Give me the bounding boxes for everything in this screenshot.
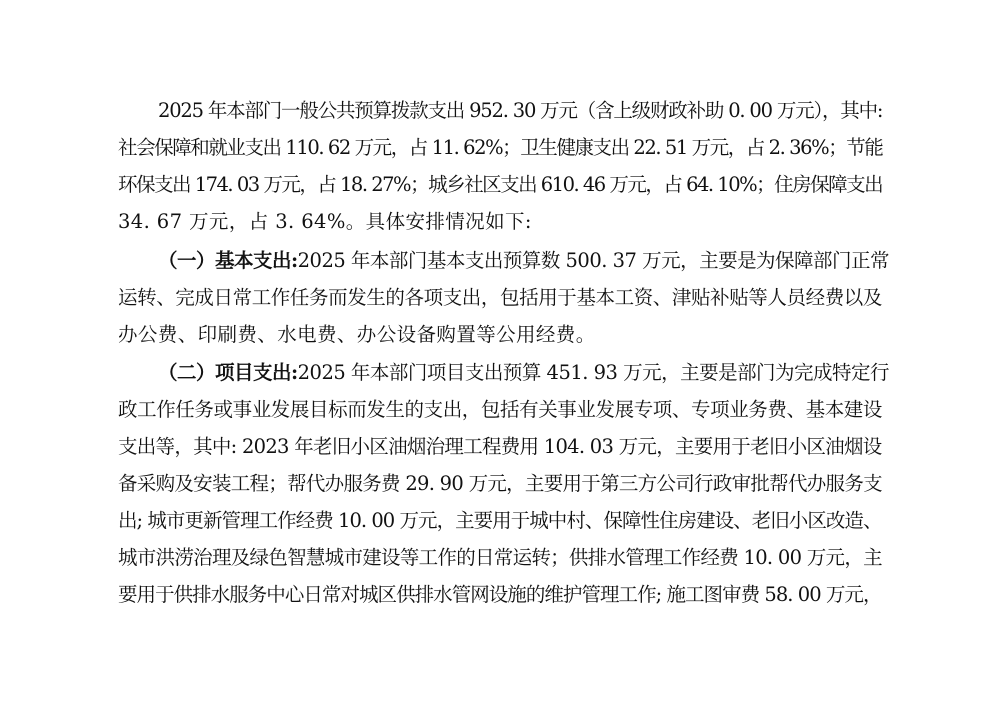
project-expense-line-3: 支出等，其中: 2023 年老旧小区油烟治理工程费用 104. 03 万元，主要用于老旧小区油烟设 bbox=[118, 435, 882, 458]
basic-expense-heading: （一）基本支出: bbox=[158, 249, 298, 272]
intro-line-3: 环保支出 174. 03 万元，占 18. 27%；城乡社区支出 610. 46 万元，占 64. 10%；住房保障支出 bbox=[118, 173, 883, 196]
project-expense-text: 2025 年本部门项目支出预算 451. 93 万元，主要是部门为完成特定行 bbox=[297, 361, 890, 384]
project-expense-line-2: 政工作任务或事业发展目标而发生的支出，包括有关事业发展专项、专项业务费、基本建设 bbox=[118, 398, 883, 421]
intro-line-4: 34. 67 万元，占 3. 64%。具体安排情况如下: bbox=[118, 210, 532, 233]
project-expense-line-4: 备采购及安装工程；帮代办服务费 29. 90 万元，主要用于第三方公司行政审批帮代办服务支 bbox=[118, 472, 882, 495]
project-expense-heading: （二）项目支出: bbox=[158, 361, 298, 384]
project-expense-line-5: 出; 城市更新管理工作经费 10. 00 万元，主要用于城中村、保障性住房建设、老旧小区改造、 bbox=[118, 509, 882, 532]
project-expense-line-1 bbox=[158, 360, 889, 386]
intro-line-2: 社会保障和就业支出 110. 62 万元，占 11. 62%；卫生健康支出 22. 51 万元，占 2. 36%；节能 bbox=[118, 136, 883, 159]
intro-line-1: 2025 年本部门一般公共预算拨款支出 952. 30 万元（含上级财政补助 0. 00 万元），其中: bbox=[158, 99, 883, 122]
basic-expense-line-1 bbox=[158, 248, 889, 274]
basic-expense-line-3: 办公费、印刷费、水电费、办公设备购置等公用经费。 bbox=[118, 323, 596, 346]
project-expense-line-6: 城市洪涝治理及绿色智慧城市建设等工作的日常运转；供排水管理工作经费 10. 00 万元，主 bbox=[118, 546, 882, 569]
basic-expense-line-2: 运转、完成日常工作任务而发生的各项支出，包括用于基本工资、津贴补贴等人员经费以及 bbox=[118, 286, 883, 309]
basic-expense-text: 2025 年本部门基本支出预算数 500. 37 万元，主要是为保障部门正常 bbox=[297, 249, 890, 272]
project-expense-line-7: 要用于供排水服务中心日常对城区供排水管网设施的维护管理工作; 施工图审费 58. 00 万元， bbox=[118, 583, 882, 606]
